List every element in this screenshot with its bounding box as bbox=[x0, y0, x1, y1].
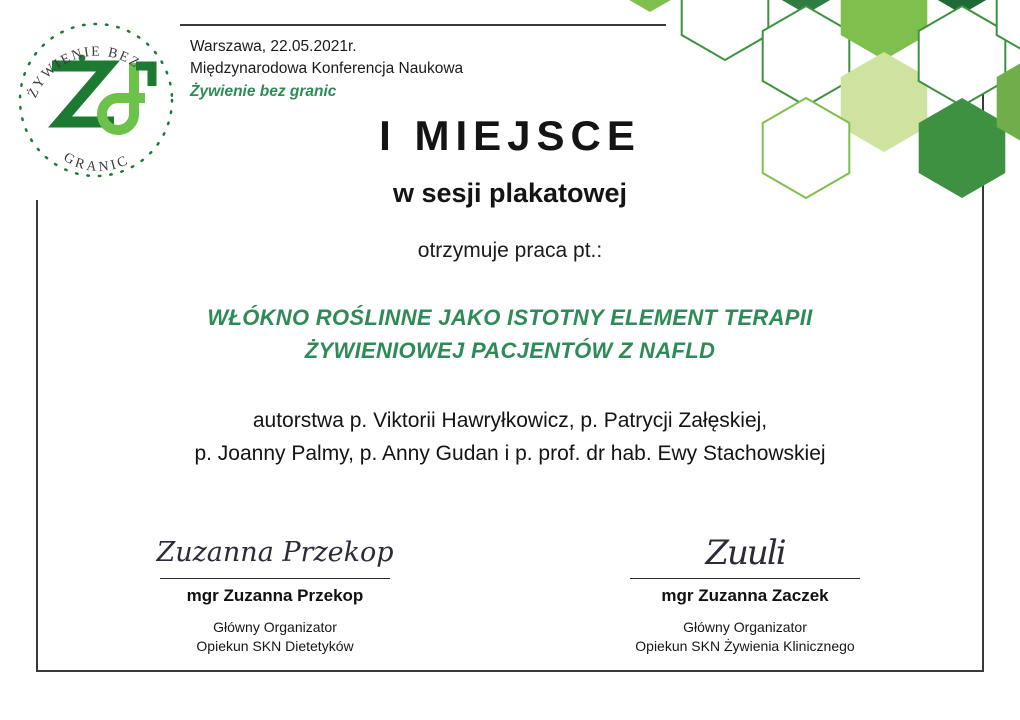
signature-rule-right bbox=[630, 578, 860, 579]
header-place-date: Warszawa, 22.05.2021r. bbox=[190, 38, 357, 55]
work-title bbox=[40, 301, 980, 367]
signature-script-right: Zuuli bbox=[705, 533, 785, 573]
award-receives-label: otrzymuje praca pt.: bbox=[417, 239, 603, 262]
signature-block-left bbox=[95, 530, 455, 656]
signatory-role-left bbox=[95, 618, 455, 656]
signatory-role-right-line-2: Opiekun SKN Żywienia Klinicznego bbox=[635, 637, 855, 654]
logo-ring-bottom-text: GRANIC bbox=[60, 150, 133, 176]
signatory-name-left: mgr Zuzanna Przekop bbox=[186, 586, 364, 605]
signature-script-left: Zuzanna Przekop bbox=[156, 537, 394, 568]
header-conference: Międzynarodowa Konferencja Naukowa bbox=[190, 60, 464, 78]
authors-line-1: autorstwa p. Viktorii Hawryłkowicz, p. Patrycji Załęskiej, bbox=[252, 409, 768, 432]
signatory-role-right-line-1: Główny Organizator bbox=[683, 619, 807, 635]
signature-row bbox=[40, 530, 980, 656]
border-mask-hex bbox=[666, 0, 1020, 30]
header-block bbox=[190, 36, 463, 103]
authors-block bbox=[40, 405, 980, 470]
signature-rule-left bbox=[160, 578, 390, 579]
work-title-line-1: WŁÓKNO ROŚLINNE JAKO ISTOTNY ELEMENT TERAPII bbox=[207, 305, 813, 330]
signatory-role-left-line-1: Główny Organizator bbox=[213, 619, 337, 635]
signatory-role-right bbox=[565, 618, 925, 656]
authors-line-2: p. Joanny Palmy, p. Anny Gudan i p. prof. dr hab. Ewy Stachowskiej bbox=[194, 441, 826, 465]
signatory-name-right: mgr Zuzanna Zaczek bbox=[661, 586, 829, 605]
certificate-body bbox=[40, 112, 980, 470]
signature-block-right bbox=[565, 530, 925, 656]
logo-ring-top-text: ŻYWIENIE BEZ bbox=[25, 44, 143, 101]
header-conference-name: Żywienie bez granic bbox=[190, 82, 337, 100]
work-title-line-2: ŻYWIENIOWEJ PACJENTÓW Z NAFLD bbox=[304, 338, 716, 363]
award-place: I MIEJSCE bbox=[379, 112, 641, 159]
signatory-role-left-line-2: Opiekun SKN Dietetyków bbox=[196, 637, 354, 654]
award-category: w sesji plakatowej bbox=[392, 178, 628, 208]
